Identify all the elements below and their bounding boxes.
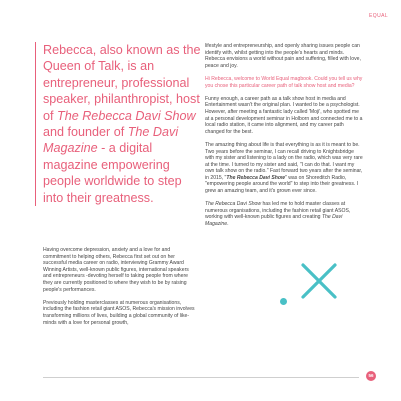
page-number-badge: 56 (366, 371, 376, 381)
right-paragraph-3 (205, 142, 363, 195)
footer-divider (43, 377, 359, 378)
left-paragraph-1: Having overcome depression, anxiety and a love for and commitment to helping others, Rebecca first set out on her successful media career on radio, interviewing Grammy Award Winning Artists, well-known public figures, international speakers and entrepreneurs -devoting herself to taking people from where they are currently positioned to where they wish to be by raising people's performances. (43, 247, 189, 293)
right-paragraph-4-magazine-title: The Davi Magazine (205, 214, 343, 228)
right-paragraph-4-text-a: has led me to hold master classes at numerous organisations, including the fashion retail giant ASOS, working with well-known public figures and creating (205, 201, 351, 221)
right-paragraph-3-text-b: " was on Shoreditch Radio, "empowering people around the world" to step into their greatness. I grew an amazing team, and it's grown ever since. (205, 174, 359, 195)
pull-quote-text-3: - a digital magazine empowering people worldwide to step into their greatness. (43, 141, 182, 205)
right-paragraph-4-text-b: . (227, 221, 229, 228)
pull-quote-magazine-title: The Davi Magazine (43, 125, 179, 156)
pull-quote (35, 42, 201, 206)
right-paragraph-3-text-a: The amazing thing about life is that everything is as it is meant to be. Two years before the seminar, I can recall driving to Knightsbridge with my sister and listening to a lady on the radio, which was very rare at the time. I turned to my sister and said, "I can do that. I want my own talk show on the radio." Fast forward two years after the seminar, in 2015, " (205, 141, 363, 181)
right-paragraph-2: Funny enough, a career path as a talk show host in media and Entertainment wasn't the original plan. I wanted to be a psychologist. However, after meeting a fantastic lady called 'Moji', who spotted me at a personal development seminar in Holborn and connected me to a local radio station, it came into alignment, and my career path changed for the best. (205, 95, 363, 135)
brand-label: EQUAL (369, 13, 388, 19)
pull-quote-text-2: and founder of (43, 125, 128, 140)
right-paragraph-4-show-title: The Rebecca Davi Show (205, 201, 262, 208)
teal-cross-icon (300, 262, 338, 300)
teal-dot-decoration (280, 298, 287, 305)
left-column (43, 247, 196, 333)
pull-quote-text-1: Rebecca, also known as the Queen of Talk, is an entrepreneur, professional speaker, philanthropist, host of (43, 43, 201, 123)
right-paragraph-1: lifestyle and entrepreneurship, and openly sharing issues people can identify with, whilst getting into the people's hearts and minds. Rebecca envisions a world without pain and suffering, filled with love, peace and joy. (205, 43, 361, 69)
right-column (205, 43, 363, 234)
left-paragraph-2: Previously holding masterclasses at numerous organisations, including the fashion retail giant ASOS, Rebecca's mission involves transforming millions of lives, building a global community of like-minds with a love for personal growth, (43, 299, 195, 326)
pull-quote-show-title: The Rebecca Davi Show (57, 108, 196, 123)
right-paragraph-4 (205, 201, 363, 227)
right-paragraph-3-show-title: The Rebecca Davi Show (226, 174, 285, 181)
interview-question: Hi Rebecca, welcome to World Equal magbook. Could you tell us why you chose this particular career path of talk show host and media? (205, 75, 363, 89)
